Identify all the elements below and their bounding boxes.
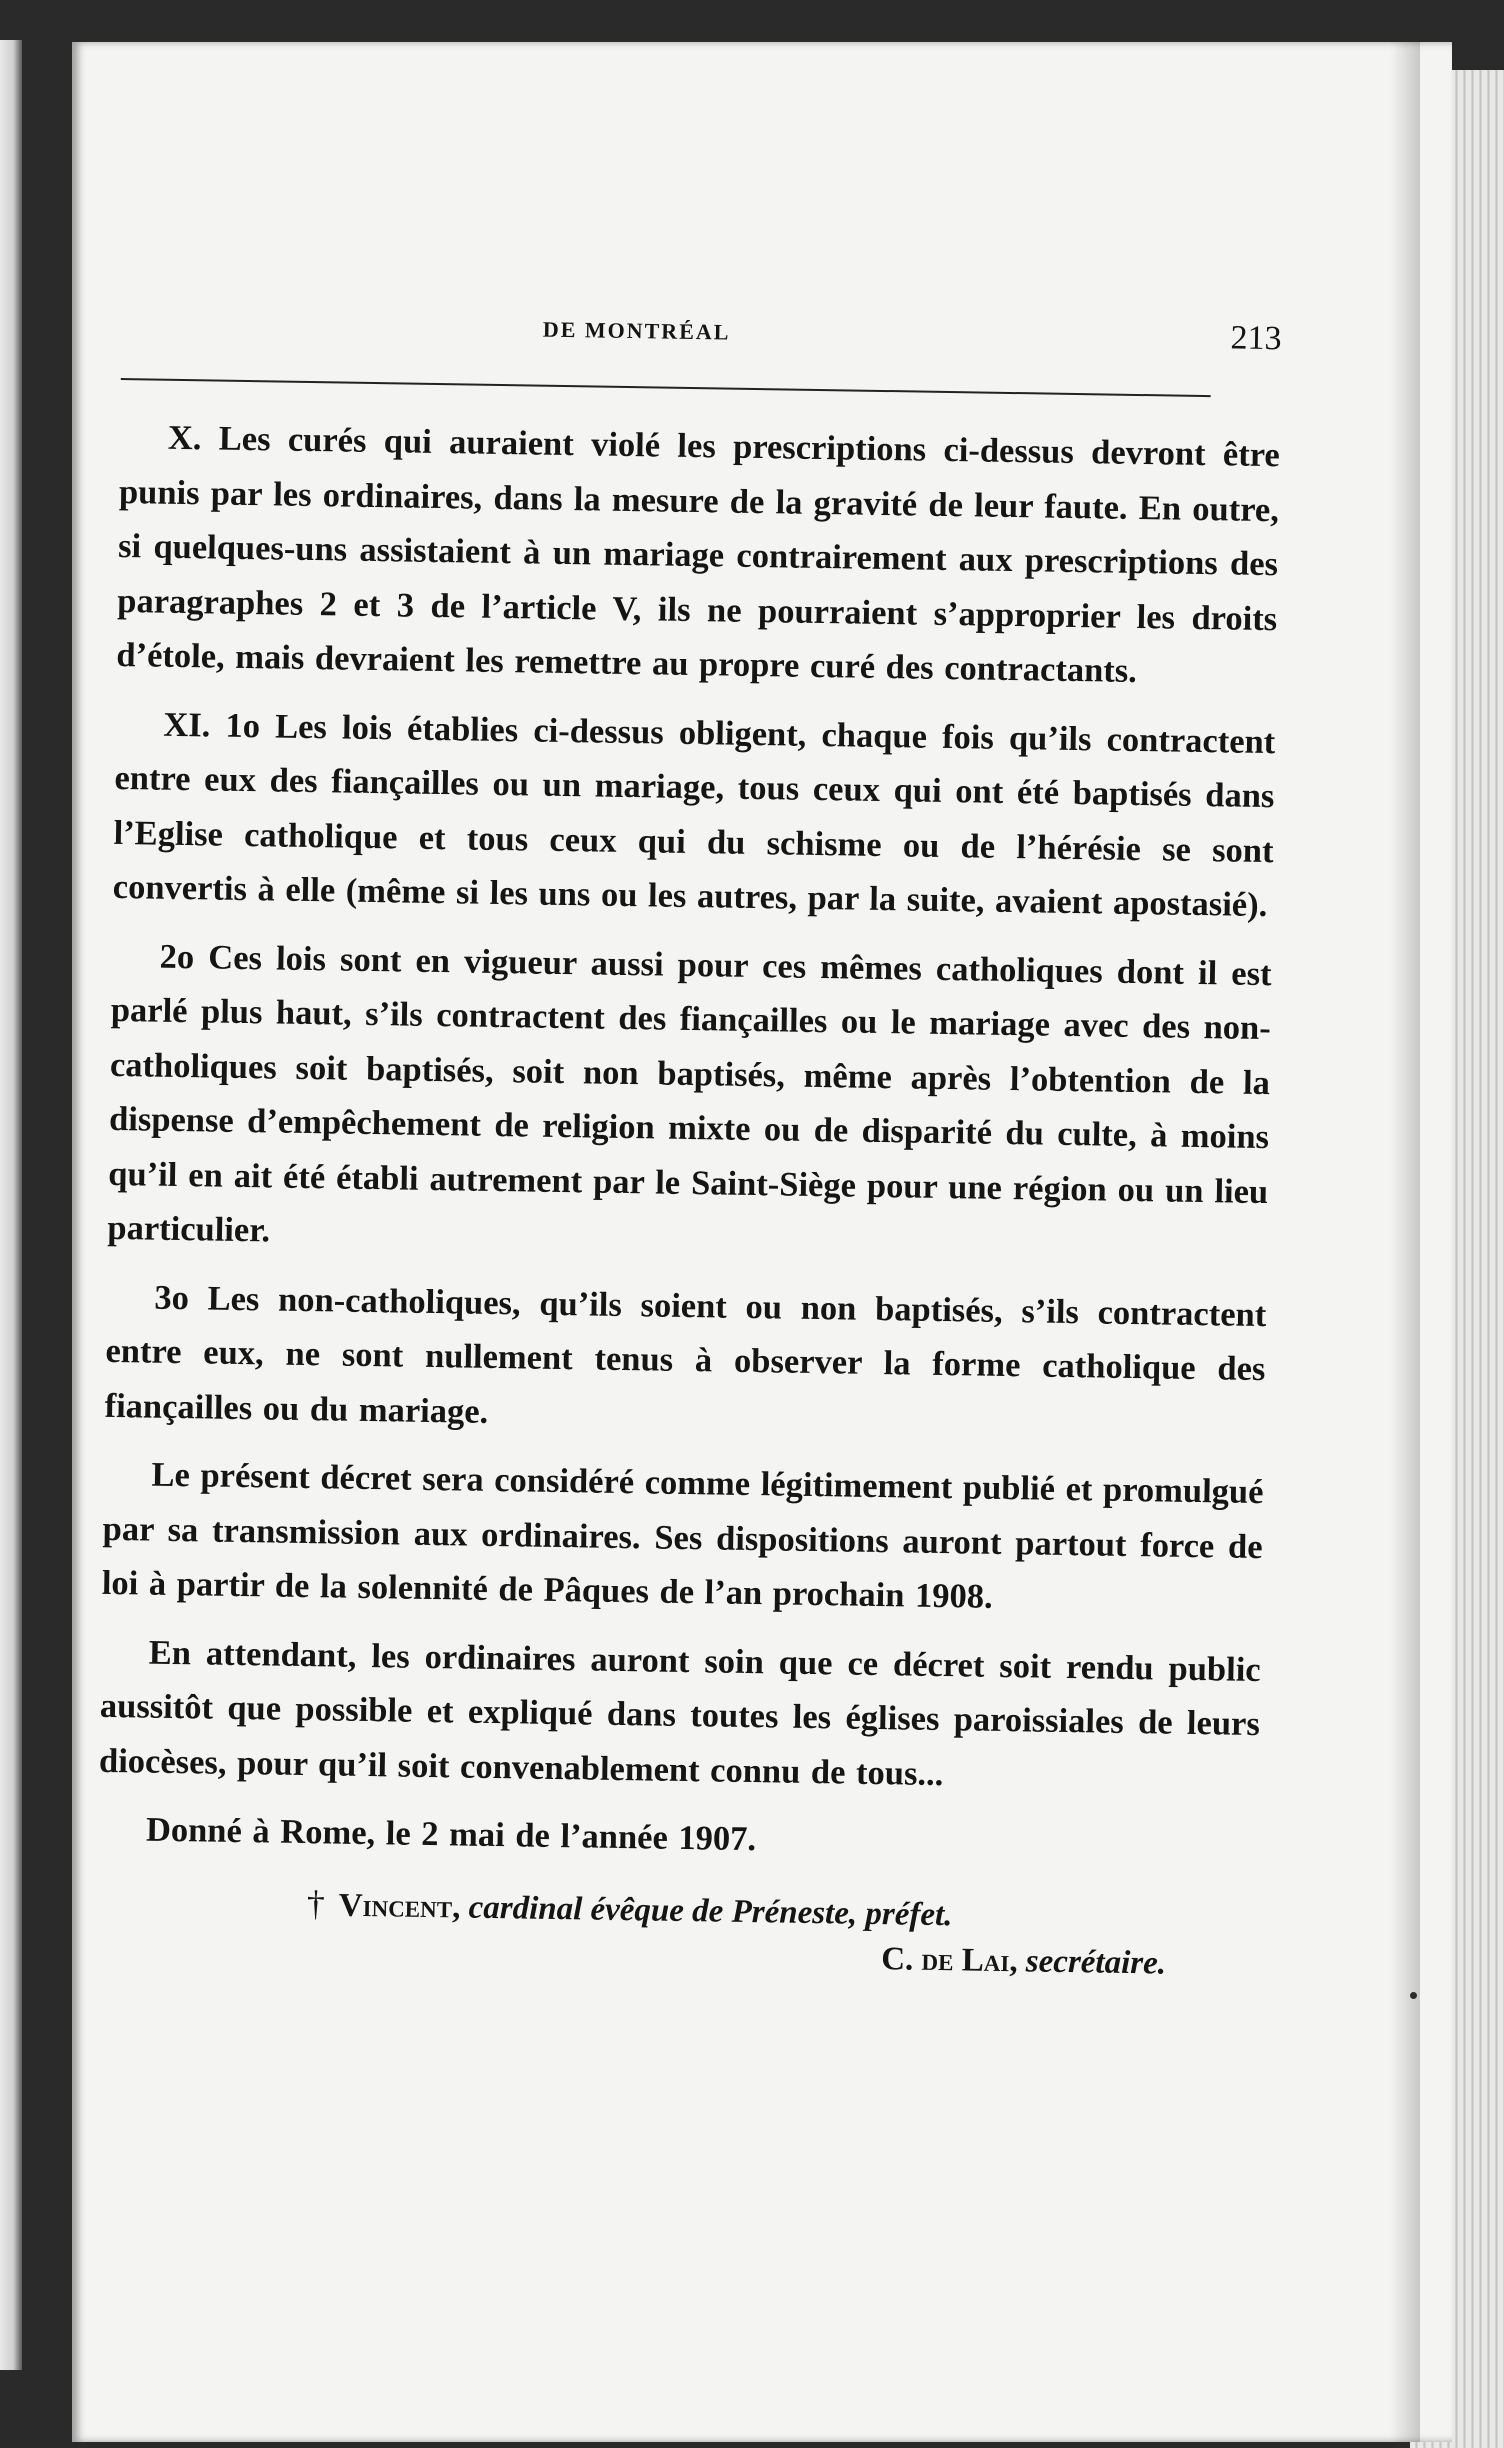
paragraph-publication: En attendant, les ordinaires auront soin que ce décret soit rendu public aussitôt que possible et expliqué dans toutes les églises paroissiales de leurs diocèses, pour qu’il soit convenablement connu de tous... (98, 1633, 1261, 1793)
paragraph-article-x: X. Les curés qui auraient violé les prescriptions ci-dessus devront être punis par les ordinaires, dans la mesure de la gravité de leur faute. En outre, si quelques-uns assistaient à un mariage contrairement aux prescriptions des paragraphes 2 et 3 de l’article V, ils ne pourraient s’approprier les droits d’étole, mais devraient les remettre au propre curé des contractants. (116, 418, 1281, 690)
page-number: 213 (1230, 319, 1282, 358)
running-title: DE MONTRÉAL (542, 316, 731, 345)
page-fold-shadow (1390, 42, 1420, 2442)
paragraph-promulgation: Le présent décret sera considéré comme légitimement publié et promulgué par sa transmission aux ordinaires. Ses dispositions auront partout force de loi à partir de la solennité de Pâques de l’an prochain 1908. (101, 1455, 1264, 1616)
paragraph-article-xi-2: 2o Ces lois sont en vigueur aussi pour ces mêmes catholiques dont il est parlé plus haut, s’ils contractent des fiançailles ou le mariage avec des non-catholiques soit baptisés, soit non baptisés, même après l’obtention de la dispense d’empêchement de religion mixte ou de disparité du culte, à moins qu’il en ait été établi autrement par le Saint-Siège pour une région ou un lieu particulier. (107, 937, 1272, 1250)
book-page (72, 42, 1452, 2442)
signer-title: cardinal évêque de Préneste, préfet. (468, 1889, 953, 1933)
secretary-title: secrétaire. (1025, 1942, 1167, 1982)
paragraph-article-xi-3: 3o Les non-catholiques, qu’ils soient ou non baptisés, s’ils contractent entre eux, ne sont nullement tenus à observer la forme catholique des fiançailles ou du mariage. (104, 1278, 1267, 1431)
dagger-mark: † (306, 1882, 326, 1923)
page-content (96, 302, 1282, 1984)
signer-name: Vincent (338, 1887, 453, 1925)
secretary-name: C. de Lai (880, 1940, 1010, 1979)
running-head (121, 302, 1282, 390)
signature-prefect: † Vincent, cardinal évêque de Préneste, préfet. (306, 1882, 953, 1933)
paragraph-article-xi-1: XI. 1o Les lois établies ci-dessus obligent, chaque fois qu’ils contractent entre eux des fiançailles ou un mariage, tous ceux qui ont été baptisés dans l’Eglise catholique et tous ceux qui du schisme ou de l’hérésie se sont convertis à elle (même si les uns ou les autres, par la suite, avaient apostasié). (112, 705, 1276, 925)
previous-page-edge (0, 40, 22, 2370)
paragraph-date: Donné à Rome, le 2 mai de l’année 1907. (145, 1810, 757, 1859)
signature-secretary: C. de Lai, secrétaire. (880, 1940, 1167, 1982)
